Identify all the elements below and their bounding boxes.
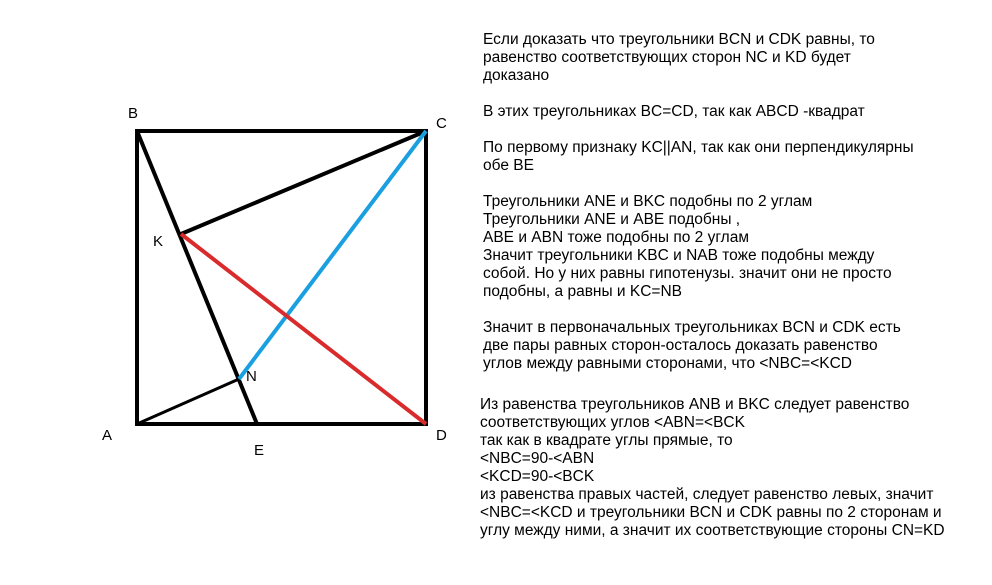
label-n: N xyxy=(246,368,257,385)
p1-line-3: доказано xyxy=(483,67,550,84)
label-d: D xyxy=(436,427,447,444)
p3-line-1: По первому признаку KC||AN, так как они перпендикулярны xyxy=(483,139,914,156)
p5-line-1: Значит в первоначальных треугольниках BCN и CDK есть xyxy=(483,319,901,336)
p5-line-2: две пары равных сторон-осталось доказать равенство xyxy=(483,337,878,354)
paragraph-1 xyxy=(483,31,875,85)
square-outline xyxy=(137,131,426,424)
p3-line-2: обе BE xyxy=(483,157,534,174)
segment-an xyxy=(137,379,239,424)
label-b: B xyxy=(128,105,139,122)
p2-line-1: В этих треугольниках BC=CD, так как ABCD -квадрат xyxy=(483,103,865,120)
p4-line-2: Треугольники ANE и ABE подобны , xyxy=(483,211,741,228)
label-c: C xyxy=(436,115,447,132)
geometry-figure xyxy=(0,0,480,585)
p6-line-5: <KCD=90-<BCK xyxy=(480,468,595,485)
paragraph-5 xyxy=(483,319,901,373)
label-e: E xyxy=(254,442,265,459)
label-k: K xyxy=(153,233,164,250)
p4-line-6: подобны, а равны и KC=NB xyxy=(483,283,683,300)
p1-line-1: Если доказать что треугольники BCN и CDK равны, то xyxy=(483,31,875,48)
p6-line-8: углу между ними, а значит их соответствующие стороны CN=KD xyxy=(480,522,945,539)
p1-line-2: равенство соответствующих сторон NC и KD будет xyxy=(483,49,851,66)
p6-line-1: Из равенства треугольников ANB и BKC следует равенство xyxy=(480,396,910,413)
p4-line-4: Значит треугольники KBC и NAB тоже подобны между xyxy=(483,247,875,264)
p4-line-1: Треугольники ANE и BKC подобны по 2 углам xyxy=(483,193,813,210)
p5-line-3: углов между равными сторонами, что <NBC=<KCD xyxy=(483,355,852,372)
p6-line-7: <NBC=<KCD и треугольники BCN и CDK равны по 2 сторонам и xyxy=(480,504,942,521)
p4-line-5: собой. Но у них равны гипотенузы. значит они не просто xyxy=(483,265,892,282)
label-a: A xyxy=(102,427,113,444)
paragraph-4 xyxy=(483,193,892,301)
p6-line-3: так как в квадрате углы прямые, то xyxy=(480,432,733,449)
p6-line-4: <NBC=90-<ABN xyxy=(480,450,595,467)
paragraph-3 xyxy=(483,139,914,175)
p4-line-3: ABE и ABN тоже подобны по 2 углам xyxy=(483,229,749,246)
square-abcd xyxy=(137,131,426,424)
paragraph-6 xyxy=(480,396,945,540)
p6-line-2: соответствующих углов <ABN=<BCK xyxy=(480,414,745,431)
p6-line-6: из равенства правых частей, следует равенство левых, значит xyxy=(480,486,934,503)
paragraph-2 xyxy=(483,103,865,121)
